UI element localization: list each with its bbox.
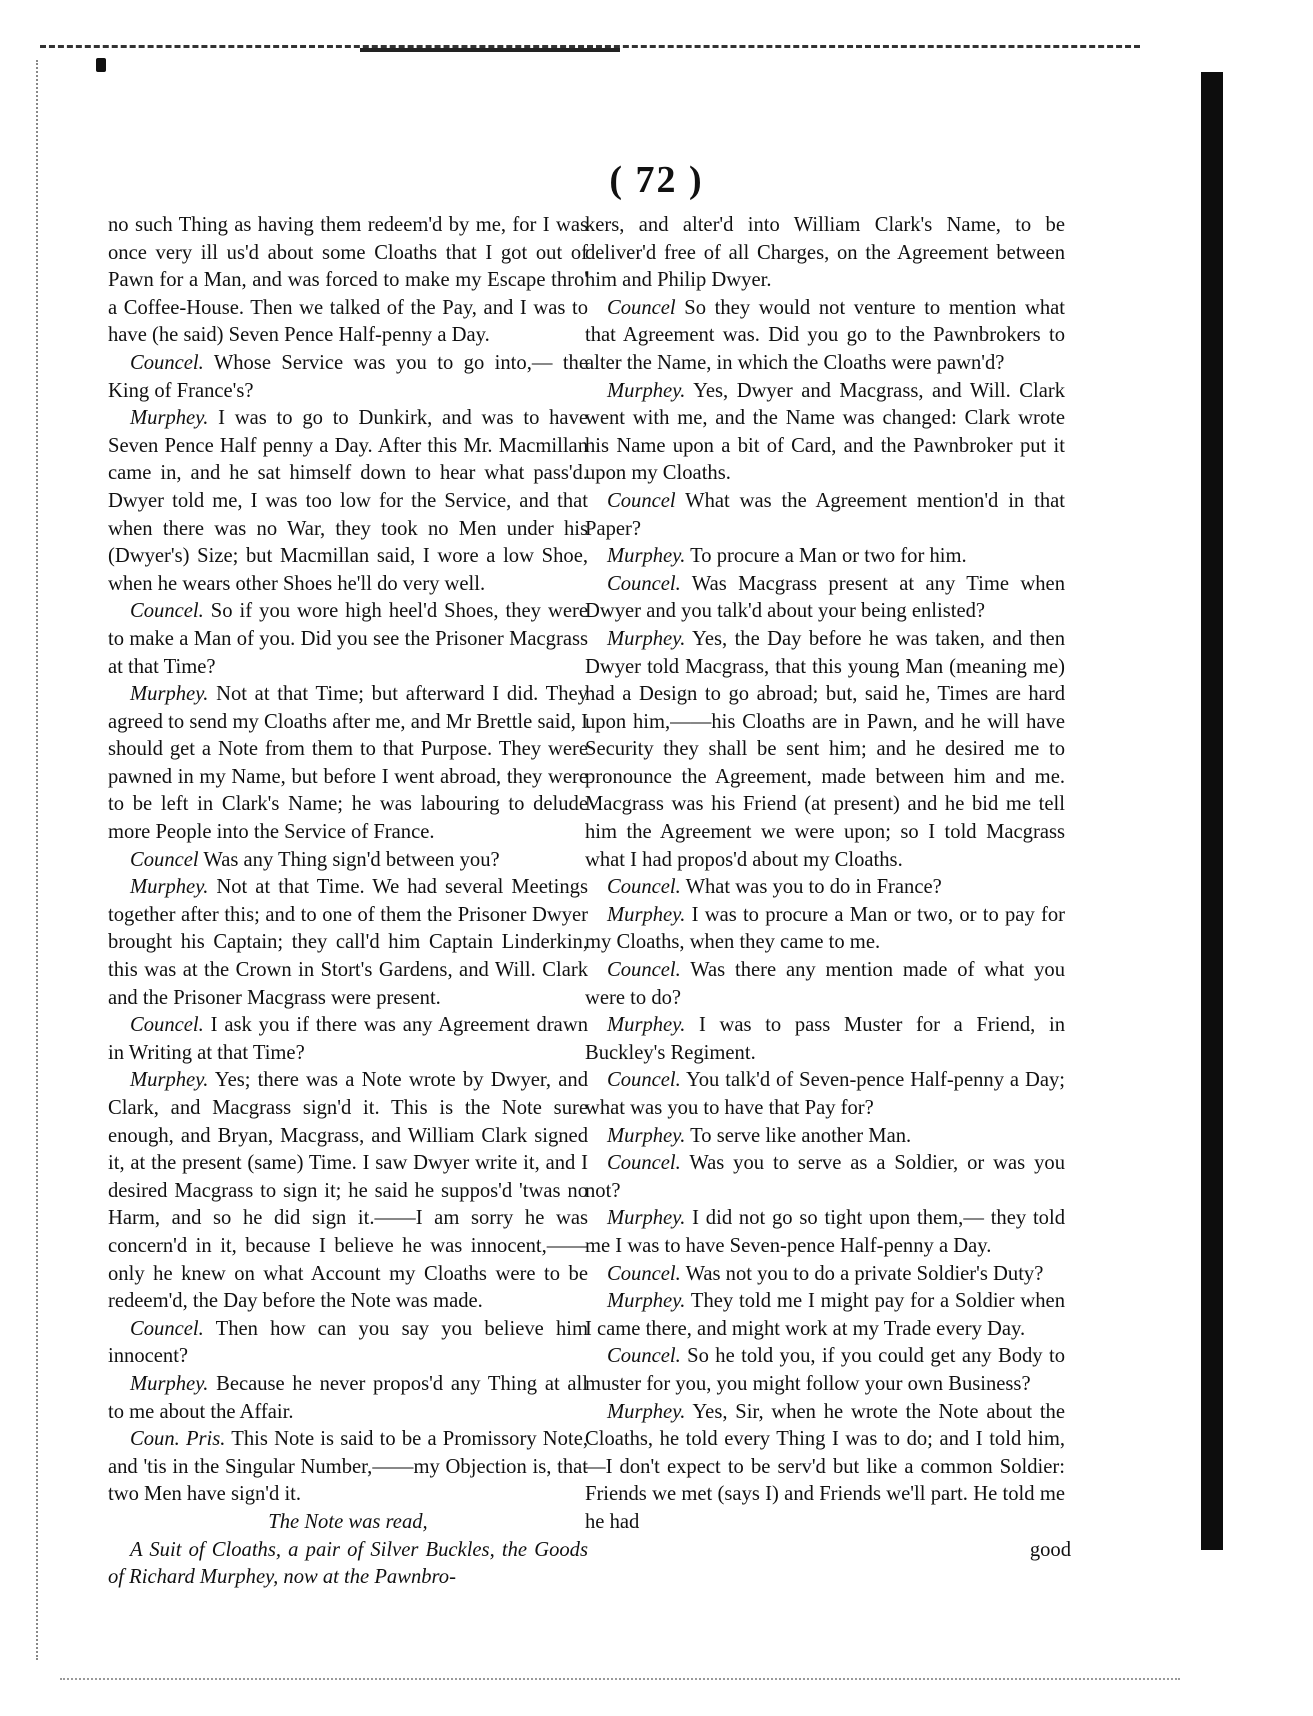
paragraph-text: I ask you if there was any Agreement drawn in Writing at that Time? — [108, 1014, 588, 1064]
paragraph-text: Was you to serve as a Soldier, or was you not? — [585, 1152, 1065, 1202]
paragraph-text: Was any Thing sign'd between you? — [203, 848, 500, 871]
paragraph — [585, 1288, 1065, 1343]
paragraph-text: I was to go to Dunkirk, and was to have Seven Pence Half penny a Day. After this Mr. Macmillan came in, and he sat himself down to hear what pass'd. Dwyer told me, I was too low for the Service, and that when there was no War, they took no Men under his (Dwyer's) Size; but Macmillan said, I wore a low Shoe, when he wears other Shoes he'll do very well. — [108, 407, 589, 595]
paragraph-text: Because he never propos'd any Thing at all to me about the Affair. — [108, 1372, 588, 1423]
paragraph — [585, 902, 1065, 957]
paragraph — [585, 874, 1065, 902]
paragraph — [585, 1150, 1065, 1205]
paragraph — [585, 1399, 1065, 1537]
paragraph — [108, 1371, 588, 1426]
speaker-label: Councel. — [130, 1317, 204, 1340]
speaker-label: Murphey. — [607, 1124, 686, 1147]
paragraph-text: kers, and alter'd into William Clark's Name, to be deliver'd free of all Charges, on the Agreement between him and Philip Dwyer. — [585, 214, 1065, 292]
paragraph-text: Was Macgrass present at any Time when Dwyer and you talk'd about your being enlisted? — [585, 572, 1065, 623]
paragraph-text: You talk'd of Seven-pence Half-penny a Day; what was you to have that Pay for? — [585, 1069, 1065, 1119]
paragraph — [585, 212, 1065, 295]
paragraph — [585, 1012, 1065, 1067]
speaker-label: Coun. Pris. — [130, 1428, 226, 1451]
speaker-label: Councel. — [130, 1014, 204, 1037]
paragraph — [585, 1343, 1065, 1398]
speaker-label: Murphey. — [607, 1290, 686, 1313]
speaker-label: Murphey. — [607, 1400, 686, 1423]
catchword: good — [1029, 1538, 1071, 1561]
paragraph-text: To procure a Man or two for him. — [690, 545, 967, 568]
paragraph-text: Yes; there was a Note wrote by Dwyer, and Clark, and Macgrass sign'd it. This is the Note sure enough, and Bryan, Macgrass, and William Clark signed it, at the present (same) Time. I saw Dwyer write it, and I desired Macgrass to sign it; he said he suppos'd 'twas no Harm, and so he did sign it.——I am sorry he was concern'd in it, because I believe he was innocent,——only he knew on what Account my Cloaths were to be redeem'd, the Day before the Note was made. — [108, 1069, 588, 1313]
paragraph — [108, 1012, 588, 1067]
paragraph-text: Was not you to do a private Soldier's Duty? — [685, 1262, 1044, 1285]
paragraph-text: So they would not venture to mention what that Agreement was. Did you go to the Pawnbrokers to alter the Name, in which the Cloaths were pawn'd? — [585, 296, 1065, 374]
paragraph — [108, 1316, 588, 1371]
paragraph — [585, 295, 1065, 378]
binding-shadow-bar — [1201, 72, 1223, 1550]
paragraph — [585, 1067, 1065, 1122]
paragraph-text: Whose Service was you to go into,— the King of France's? — [108, 351, 588, 402]
speaker-label: Murphey. — [130, 1069, 209, 1092]
speaker-label: Councel. — [130, 351, 204, 374]
paragraph-text: So he told you, if you could get any Body to muster for you, you might follow your own Business? — [585, 1345, 1065, 1395]
note-text: A Suit of Cloaths, a pair of Silver Buckles, the Goods of Richard Murphey, now at the Pawnbro- — [108, 1538, 588, 1589]
speaker-label: Councel. — [607, 1262, 681, 1285]
paragraph — [108, 350, 588, 405]
paragraph — [585, 1123, 1065, 1151]
left-column — [108, 212, 588, 1592]
paragraph-text: Was there any mention made of what you were to do? — [585, 959, 1065, 1009]
speaker-label: Councel. — [607, 959, 681, 982]
speaker-label: Councel. — [607, 1345, 681, 1368]
paragraph — [585, 1261, 1065, 1289]
speaker-label: Murphey. — [130, 407, 209, 430]
paragraph-text: What was you to do in France? — [685, 876, 942, 899]
speaker-label: Murphey. — [607, 1207, 686, 1230]
paragraph — [585, 957, 1065, 1012]
paragraph-text: They told me I might pay for a Soldier when I came there, and might work at my Trade every Day. — [585, 1290, 1065, 1340]
paragraph — [108, 681, 588, 847]
speaker-label: Councel — [607, 489, 676, 512]
speaker-label: Murphey. — [607, 627, 686, 650]
speaker-label: Murphey. — [130, 1372, 209, 1395]
speaker-label: Councel. — [607, 572, 681, 595]
paragraph — [108, 847, 588, 875]
top-rule-heavy — [360, 48, 620, 52]
paragraph — [108, 1426, 588, 1509]
paragraph-text: Yes, Dwyer and Macgrass, and Will. Clark went with me, and the Name was changed: Clark wrote his Name upon a bit of Card, and the Pawnbroker put it upon my Cloaths. — [585, 379, 1065, 485]
paragraph-text: no such Thing as having them redeem'd by me, for I was once very ill us'd about some Cloaths that I got out of Pawn for a Man, and was forced to make my Escape thro' a Coffee-House. Then we talked of the Pay, and I was to have (he said) Seven Pence Half-penny a Day. — [108, 214, 588, 347]
paragraph-text: I was to procure a Man or two, or to pay for my Cloaths, when they came to me. — [585, 903, 1065, 954]
speaker-label: Councel. — [130, 600, 204, 623]
speaker-label: Councel. — [607, 876, 681, 899]
paragraph-text: What was the Agreement mention'd in that Paper? — [585, 489, 1065, 540]
paragraph-text: Yes, the Day before he was taken, and then Dwyer told Macgrass, that this young Man (meaning me) had a Design to go abroad; but, said he, Times are hard upon him,——his Cloaths are in Pawn, and he will have Security they shall be sent him; and he desired me to pronounce the Agreement, made between him and me. Macgrass was his Friend (at present) and he bid me tell him the Agreement we were upon; so I told Macgrass what I had propos'd about my Cloaths. — [585, 627, 1065, 871]
paragraph-text: I did not go so tight upon them,— they told me I was to have Seven-pence Half-penny a Day. — [585, 1207, 1065, 1257]
paragraph-text: Then how can you say you believe him innocent? — [108, 1317, 589, 1368]
page-number: ( 72 ) — [609, 159, 704, 201]
paragraph-text: To serve like another Man. — [690, 1124, 912, 1147]
speaker-label: Murphey. — [130, 876, 209, 899]
paragraph-text: Not at that Time. We had several Meetings together after this; and to one of them the Prisoner Dwyer brought his Captain; they call'd him Captain Linderkin, this was at the Crown in Stort's Gardens, and Will. Clark and the Prisoner Macgrass were present. — [108, 876, 588, 1009]
paragraph — [585, 1205, 1065, 1260]
paragraph — [585, 626, 1065, 874]
paragraph-text: I was to pass Muster for a Friend, in Buckley's Regiment. — [585, 1014, 1065, 1064]
paragraph — [585, 543, 1065, 571]
paragraph — [585, 378, 1065, 488]
ink-mark — [96, 58, 106, 72]
paragraph — [108, 405, 588, 598]
speaker-label: Murphey. — [607, 903, 686, 926]
paragraph — [108, 1067, 588, 1315]
note-heading: The Note was read, — [268, 1510, 428, 1533]
paragraph — [108, 598, 588, 681]
speaker-label: Councel. — [607, 1152, 681, 1175]
paragraph — [585, 571, 1065, 626]
speaker-label: Murphey. — [607, 545, 686, 568]
speaker-label: Councel — [607, 296, 676, 319]
speaker-label: Councel — [130, 848, 199, 871]
speaker-label: Murphey. — [607, 379, 686, 402]
paragraph-text: Not at that Time; but afterward I did. They agreed to send my Cloaths after me, and Mr Brettle said, I should get a Note from them to that Purpose. They were pawned in my Name, but before I went abroad, they were to be left in Clark's Name; he was labouring to delude more People into the Service of France. — [108, 683, 588, 844]
right-column — [585, 212, 1071, 1564]
paragraph — [585, 488, 1065, 543]
speaker-label: Murphey. — [607, 1014, 686, 1037]
paragraph — [108, 212, 588, 350]
paragraph-text: Yes, Sir, when he wrote the Note about the Cloaths, he told every Thing I was to do; and I told him,—I don't expect to be serv'd but like a common Soldier: Friends we met (says I) and Friends we'll part. He told me he had — [585, 1400, 1065, 1533]
left-margin-edge — [36, 60, 38, 1660]
speaker-label: Councel. — [607, 1069, 681, 1092]
paragraph-text: This Note is said to be a Promissory Note, and 'tis in the Singular Number,——my Objection is, that two Men have sign'd it. — [108, 1428, 588, 1506]
speaker-label: Murphey. — [130, 683, 209, 706]
paragraph-text: So if you wore high heel'd Shoes, they were to make a Man of you. Did you see the Prisoner Macgrass at that Time? — [108, 600, 588, 678]
bottom-edge-noise — [60, 1678, 1180, 1680]
paragraph — [108, 874, 588, 1012]
